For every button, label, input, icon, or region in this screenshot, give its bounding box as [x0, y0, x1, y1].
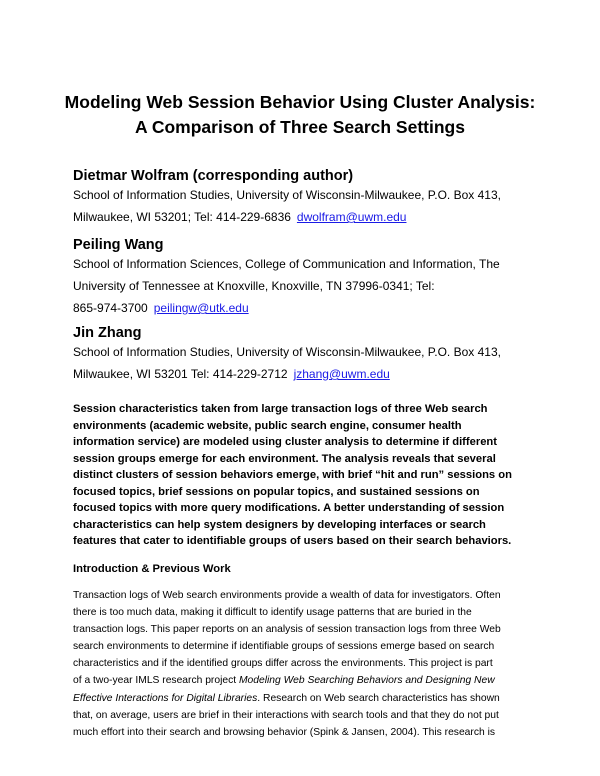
author-affiliation-zhang	[73, 341, 533, 385]
abstract-line: session groups emerge for each environment. The analysis reveals that several	[73, 452, 496, 465]
affiliation-line: University of Tennessee at Knoxville, Knoxville, TN 37996-0341; Tel:	[73, 279, 435, 293]
abstract	[73, 401, 533, 550]
body-line: of a two-year IMLS research project Modeling Web Searching Behaviors and Designing New	[73, 675, 495, 687]
body-line: much effort into their search and browsing behavior (Spink & Jansen, 2004). This research is	[73, 726, 496, 738]
section-heading: Introduction & Previous Work	[73, 563, 231, 575]
affiliation-line: School of Information Studies, University of Wisconsin-Milwaukee, P.O. Box 413,	[73, 345, 501, 359]
paper-title	[0, 90, 600, 140]
affiliation-line: Milwaukee, WI 53201; Tel: 414-229-6836 dwolfram@uwm.edu	[73, 210, 407, 224]
author-name-wolfram: Dietmar Wolfram (corresponding author)	[73, 168, 354, 184]
email-link-zhang[interactable]: jzhang@uwm.edu	[293, 367, 390, 381]
author-affiliation-wang	[73, 253, 533, 319]
abstract-line: Session characteristics taken from large transaction logs of three Web search	[73, 403, 488, 415]
affiliation-line: 865-974-3700 peilingw@utk.edu	[73, 301, 249, 315]
abstract-line: environments (academic website, public search engine, consumer health	[73, 419, 462, 432]
affiliation-line: School of Information Studies, University of Wisconsin-Milwaukee, P.O. Box 413,	[73, 188, 501, 202]
abstract-line: focused topics with more query modifications. A better understanding of session	[73, 502, 505, 514]
body-line: there is too much data, making it difficult to identify usage patterns that are buried in the	[73, 607, 472, 619]
affiliation-line: Milwaukee, WI 53201 Tel: 414-229-2712 jzhang@uwm.edu	[73, 367, 390, 381]
title-line-1: Modeling Web Session Behavior Using Cluster Analysis:	[64, 92, 536, 112]
abstract-line: information service) are modeled using cluster analysis to determine if different	[73, 436, 497, 448]
author-affiliation-wolfram	[73, 184, 533, 228]
abstract-line: characteristics can help system designers by developing interfaces or search	[73, 518, 486, 531]
title-line-2: A Comparison of Three Search Settings	[135, 117, 465, 137]
abstract-line: focused topics, brief sessions on popular topics, and sustained sessions on	[73, 485, 480, 498]
body-line: transaction logs. This paper reports on an analysis of session transaction logs from three Web	[73, 624, 501, 636]
author-name-wang: Peiling Wang	[73, 237, 164, 253]
project-title-italic: Modeling Web Searching Behaviors and Designing New	[238, 675, 495, 687]
abstract-line: distinct clusters of session behaviors emerge, with brief “hit and run” sessions on	[73, 469, 512, 481]
body-line: Effective Interactions for Digital Libraries. Research on Web search characteristics has shown	[73, 692, 500, 704]
project-title-italic: Effective Interactions for Digital Libraries	[73, 692, 258, 704]
email-link-wang[interactable]: peilingw@utk.edu	[153, 301, 249, 315]
body-line: characteristics and if the identified groups differ across the environments. This project is part	[73, 658, 493, 670]
abstract-line: features that cater to identifiable groups of users based on their search behaviors.	[73, 535, 512, 547]
affiliation-line: School of Information Sciences, College of Communication and Information, The	[73, 257, 500, 271]
body-line: that, on average, users are brief in their interactions with search tools and that they do not put	[73, 709, 499, 721]
email-link-wolfram[interactable]: dwolfram@uwm.edu	[296, 210, 407, 224]
author-name-zhang: Jin Zhang	[73, 325, 142, 341]
body-line: search environments to determine if identifiable groups of sessions emerge based on search	[73, 641, 495, 653]
body-text	[73, 587, 535, 741]
body-line: Transaction logs of Web search environments provide a wealth of data for investigators. Often	[73, 590, 501, 601]
